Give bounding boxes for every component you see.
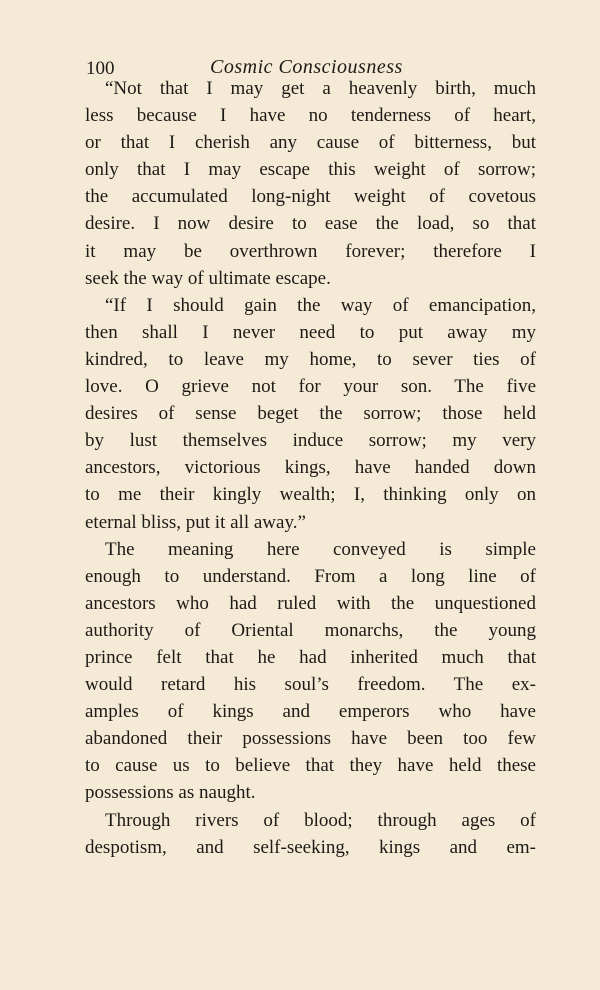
text-line: despotism, and self-seeking, kings and em-	[85, 836, 536, 858]
running-title: Cosmic Consciousness	[210, 56, 403, 78]
text-line: seek the way of ultimate escape.	[85, 267, 331, 289]
text-line: by lust themselves induce sorrow; my very	[85, 430, 536, 452]
text-line: possessions as naught.	[85, 782, 256, 804]
text-line: only that I may escape this weight of sorrow;	[85, 159, 536, 181]
text-line: Through rivers of blood; through ages of	[105, 809, 536, 831]
text-line: The meaning here conveyed is simple	[105, 538, 536, 560]
text-line: love. O grieve not for your son. The five	[85, 376, 536, 398]
text-line: eternal bliss, put it all away.”	[85, 511, 306, 533]
text-line: kindred, to leave my home, to sever ties of	[85, 348, 536, 370]
text-line: it may be overthrown forever; therefore I	[85, 240, 536, 262]
text-line: the accumulated long-night weight of covetous	[85, 186, 536, 208]
text-line: authority of Oriental monarchs, the young	[85, 619, 536, 641]
text-line: prince felt that he had inherited much that	[85, 646, 536, 668]
page-body-text	[85, 75, 536, 861]
text-line: ancestors who had ruled with the unquestioned	[85, 592, 536, 614]
text-line: to me their kingly wealth; I, thinking only on	[85, 484, 536, 506]
text-line: enough to understand. From a long line of	[85, 565, 536, 587]
page-number: 100	[86, 58, 115, 79]
text-line: to cause us to believe that they have held these	[85, 755, 536, 777]
text-line: amples of kings and emperors who have	[85, 701, 536, 723]
text-line: “Not that I may get a heavenly birth, much	[105, 78, 536, 99]
text-line: ancestors, victorious kings, have handed down	[85, 457, 536, 479]
text-line: desires of sense beget the sorrow; those held	[85, 403, 536, 425]
text-line: would retard his soul’s freedom. The ex-	[85, 674, 536, 696]
text-line: less because I have no tenderness of heart,	[85, 105, 536, 127]
text-line: abandoned their possessions have been too few	[85, 728, 536, 750]
text-line: or that I cherish any cause of bitterness, but	[85, 132, 536, 154]
text-line: then shall I never need to put away my	[85, 321, 536, 343]
text-line: “If I should gain the way of emancipation,	[105, 294, 536, 316]
text-line: desire. I now desire to ease the load, so that	[85, 213, 536, 235]
